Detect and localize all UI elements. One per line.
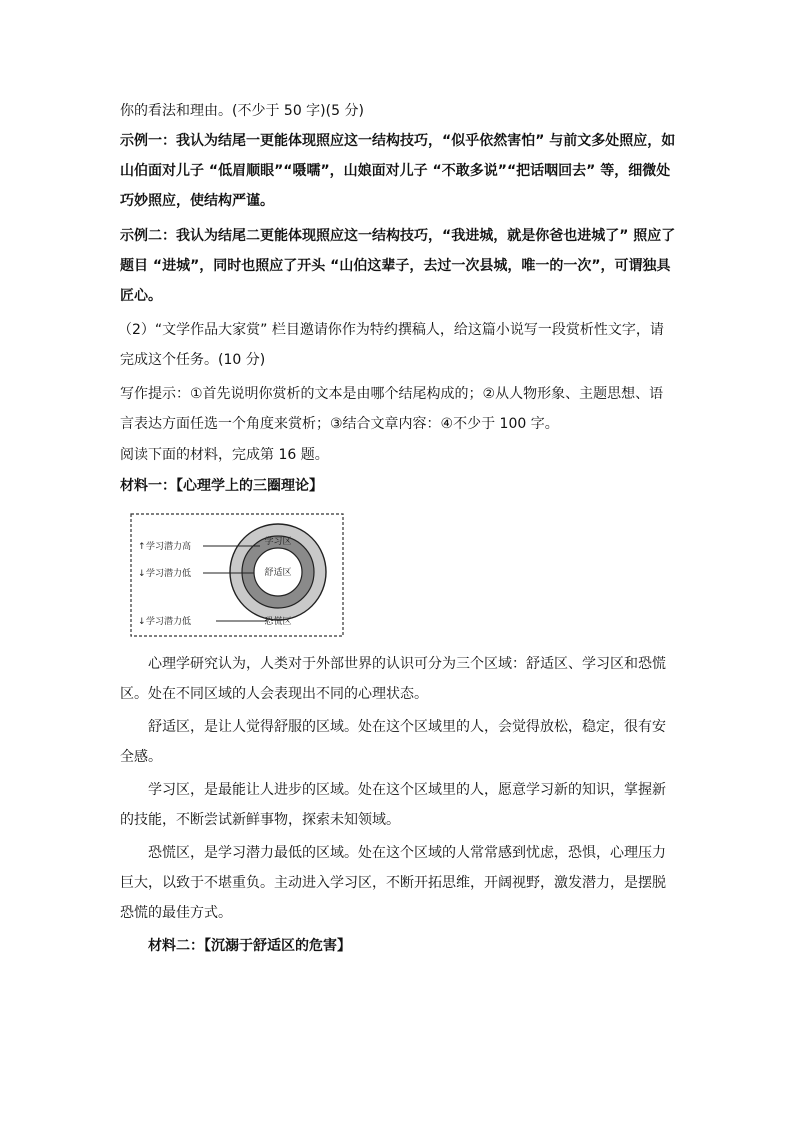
zone-label-panic: 恐慌区: [264, 617, 292, 627]
arrow-up-icon: ↑: [138, 542, 146, 552]
para3-line-1: 学习区，是最能让人进步的区域。处在这个区域里的人，愿意学习新的知识，掌握新: [148, 782, 666, 798]
answer-intro-line: 你的看法和理由。(不少于 50 字)(5 分): [120, 103, 364, 119]
label-learning-potential-mid: 学习潜力低: [146, 569, 192, 579]
para4-line-1: 恐慌区，是学习潜力最低的区域。处在这个区域的人常常感到忧虑，恐惧，心理压力: [148, 845, 666, 861]
material-one-title: 材料一：【心理学上的三圈理论】: [120, 478, 323, 494]
three-circle-diagram: [128, 511, 346, 639]
arrow-down-double-icon: ↓: [138, 617, 146, 627]
example-two-line-2: 题目 “进城”，同时也照应了开头 “山伯这辈子，去过一次县城，唯一的一次”，可谓独具: [120, 258, 671, 274]
writing-tip-line-1: 写作提示：①首先说明你赏析的文本是由哪个结尾构成的；②从人物形象、主题思想、语: [120, 386, 664, 402]
question-two-line-1: （2）“文学作品大家赏” 栏目邀请你作为特约撰稿人，给这篇小说写一段赏析性文字，请: [118, 322, 664, 338]
writing-tip-line-2: 言表达方面任选一个角度来赏析；③结合文章内容：④不少于 100 字。: [120, 416, 559, 432]
example-one-line-1: 示例一：我认为结尾一更能体现照应这一结构技巧，“似乎依然害怕” 与前文多处照应，如: [120, 133, 676, 149]
example-one-line-2: 山伯面对儿子 “低眉顺眼”“嗫嚅”，山娘面对儿子 “不敢多说”“把话咽回去” 等，细微处: [120, 163, 671, 179]
label-learning-potential-low: 学习潜力低: [146, 617, 192, 627]
para4-line-3: 恐慌的最佳方式。: [120, 905, 232, 921]
label-learning-potential-high: 学习潜力高: [146, 542, 192, 552]
para4-line-2: 巨大，以致于不堪重负。主动进入学习区，不断开拓思维，开阔视野，激发潜力，是摆脱: [120, 875, 666, 891]
example-two-line-1: 示例二：我认为结尾二更能体现照应这一结构技巧，“我进城，就是你爸也进城了” 照应了: [120, 228, 676, 244]
example-one-line-3: 巧妙照应，使结构严谨。: [120, 193, 274, 209]
arrow-down-icon: ↓: [138, 569, 146, 579]
para1-line-1: 心理学研究认为，人类对于外部世界的认识可分为三个区域：舒适区、学习区和恐慌: [148, 656, 666, 672]
reading-instruction: 阅读下面的材料，完成第 16 题。: [120, 447, 329, 463]
zone-label-learning: 学习区: [264, 537, 292, 547]
para2-line-1: 舒适区，是让人觉得舒服的区域。处在这个区域里的人，会觉得放松，稳定，很有安: [148, 719, 666, 735]
material-two-title: 材料二：【沉溺于舒适区的危害】: [148, 938, 351, 954]
para1-line-2: 区。处在不同区域的人会表现出不同的心理状态。: [120, 686, 428, 702]
example-two-line-3: 匠心。: [120, 288, 162, 304]
zone-label-comfort: 舒适区: [264, 568, 292, 578]
para2-line-2: 全感。: [120, 749, 162, 765]
question-two-line-2: 完成这个任务。(10 分): [120, 352, 266, 368]
para3-line-2: 的技能，不断尝试新鲜事物，探索未知领域。: [120, 812, 400, 828]
